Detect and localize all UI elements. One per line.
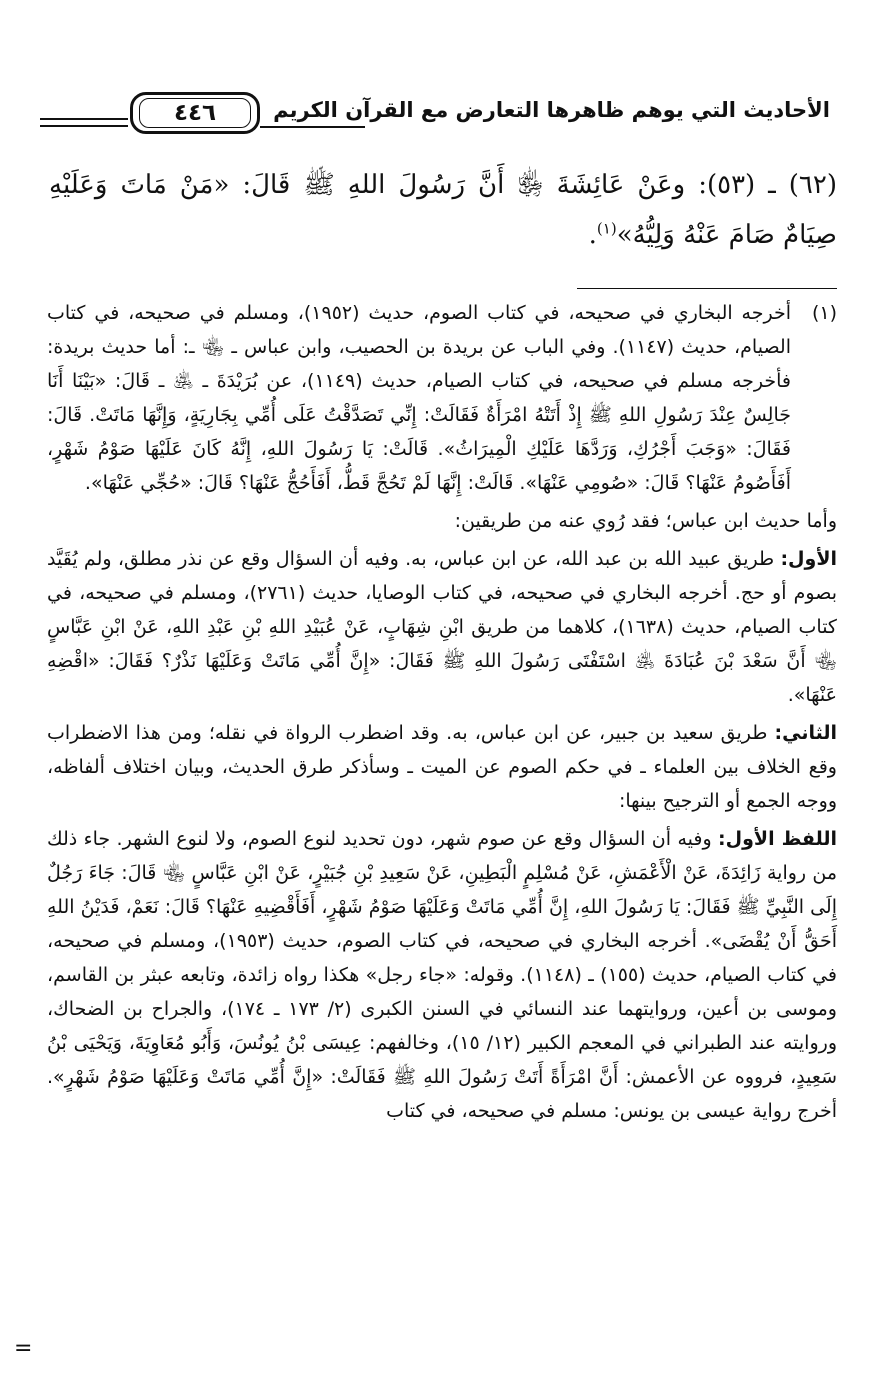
first-path-text: طريق عبيد الله بن عبد الله، عن ابن عباس، به. وفيه أن السؤال وقع عن نذر مطلق، ولم يُقَيَّد بصوم أو حج. أخرجه البخاري في صحيحه، في كتاب الوصايا، حديث (٢٧٦١)، ومسلم في صحيحه، في كتاب الصيام، حديث (١٦٣٨)، كلاهما من طريق ابْنِ شِهَابٍ، عَنْ عُبَيْدِ اللهِ بْنِ عَبْدِ اللهِ، عَنْ ابْنِ عَبَّاسٍ ﵄ أَنَّ سَعْدَ بْنَ عُبَادَةَ ﵁ اسْتَفْتَى رَسُولَ اللهِ ﷺ فَقَالَ: «إِنَّ أُمِّي مَاتَتْ وَعَلَيْهَا نَذْرٌ؟ فَقَالَ: «اقْضِهِ عَنْهَا».	[47, 548, 837, 706]
page-number-frame	[130, 92, 260, 134]
footnote-reference[interactable]: (١)	[596, 219, 617, 238]
hadith-text	[49, 160, 837, 260]
header-double-rule-top	[40, 118, 128, 120]
footnotes-section	[47, 296, 837, 1132]
header-double-rule-bottom	[40, 125, 128, 127]
first-path-label: الأول:	[780, 548, 837, 570]
hadith-end: .	[588, 220, 597, 250]
running-title: الأحاديث التي يوهم ظاهرها التعارض مع القرآن الكريم	[273, 98, 830, 122]
hadith-body: (٦٢) ـ (٥٣): وعَنْ عَائِشَةَ ﵂ أَنَّ رَسُولَ اللهِ ﷺ قَالَ: «مَنْ مَاتَ وَعَلَيْهِ صِيَامٌ صَامَ عَنْهُ وَلِيُّهُ»	[49, 170, 838, 250]
footnote-paragraph-ibn-abbas: وأما حديث ابن عباس؛ فقد رُوي عنه من طريقين:	[454, 510, 837, 532]
footnote-paragraph-first-wording	[47, 822, 837, 1128]
footnote-paragraph-second-path	[47, 716, 837, 818]
footnote-1	[47, 296, 837, 500]
first-wording-text: وفيه أن السؤال وقع عن صوم شهر، دون تحديد لنوع الصوم، ولا لنوع الشهر. جاء ذلك من رواية زَائِدَةَ، عَنْ الْأَعْمَشِ، عَنْ مُسْلِمٍ الْبَطِينِ، عَنْ سَعِيدِ بْنِ جُبَيْرٍ، عَنْ ابْنِ عَبَّاسٍ ﵄ قَالَ: جَاءَ رَجُلٌ إِلَى النَّبِيِّ ﷺ فَقَالَ: يَا رَسُولَ اللهِ، إِنَّ أُمِّي مَاتَتْ وَعَلَيْهَا صَوْمُ شَهْرٍ، أَفَأَقْضِيهِ عَنْهَا؟ قَالَ: نَعَمْ، فَدَيْنُ اللهِ أَحَقُّ أَنْ يُقْضَى». أخرجه البخاري في صحيحه، في كتاب الصوم، حديث (١٩٥٣)، ومسلم في صحيحه، في كتاب الصيام، حديث (١٥٥) ـ (١١٤٨). وقوله: «جاء رجل» هكذا رواه زائدة، وتابعه عبثر بن القاسم، وموسى بن أعين، وروايتهما عند النسائي في السنن الكبرى (٢/ ١٧٣ ـ ١٧٤)، والجراح بن الضحاك، وروايته عند الطبراني في المعجم الكبير (١٢/ ١٥)، وخالفهم: عِيسَى بْنُ يُونُسَ، وَأَبُو مُعَاوِيَةَ، وَيَحْيَى بْنُ سَعِيدٍ، فرووه عن الأعمش: أَنَّ امْرَأَةً أَتَتْ رَسُولَ اللهِ ﷺ فَقَالَتْ: «إِنَّ أُمِّي مَاتَتْ وَعَلَيْهَا صَوْمُ شَهْرٍ». أخرج رواية عيسى بن يونس: مسلم في صحيحه، في كتاب	[47, 828, 837, 1122]
second-path-text: طريق سعيد بن جبير، عن ابن عباس، به. وقد اضطرب الرواة في نقله؛ ومن هذا الاضطراب وقع الخلاف بين العلماء ـ في حكم الصوم عن الميت ـ وسأذكر طرق الحديث، وبيان اختلاف ألفاظه، ووجه الجمع أو الترجيح بينها:	[47, 722, 837, 812]
page-header	[40, 92, 830, 138]
footnote-paragraph-sources: أخرجه البخاري في صحيحه، في كتاب الصوم، حديث (١٩٥٢)، ومسلم في صحيحه، في كتاب الصيام، حديث (١١٤٧). وفي الباب عن بريدة بن الحصيب، وابن عباس ـ ﵄ ـ: أما حديث بريدة: فأخرجه مسلم في صحيحه، في كتاب الصيام، حديث (١١٤٩)، عن بُرَيْدَةَ ـ ﵁ ـ قَالَ: «بَيْنَا أَنَا جَالِسٌ عِنْدَ رَسُولِ اللهِ ﷺ إِذْ أَتَتْهُ امْرَأَةٌ فَقَالَتْ: إِنِّي تَصَدَّقْتُ عَلَى أُمِّي بِجَارِيَةٍ، وَإِنَّهَا مَاتَتْ. قَالَ: فَقَالَ: «وَجَبَ أَجْرُكِ، وَرَدَّهَا عَلَيْكِ الْمِيرَاثُ». قَالَتْ: يَا رَسُولَ اللهِ، إِنَّهُ كَانَ عَلَيْهَا صَوْمُ شَهْرٍ، أَفَأَصُومُ عَنْهَا؟ قَالَ: «صُومِي عَنْهَا». قَالَتْ: إِنَّهَا لَمْ تَحُجَّ قَطُّ، أَفَأَحُجُّ عَنْهَا؟ قَالَ: «حُجِّي عَنْهَا».	[47, 302, 791, 494]
page-number: ٤٤٦	[139, 98, 251, 128]
footnote-separator	[577, 288, 837, 289]
footnote-paragraph-first-path	[47, 542, 837, 712]
header-rule	[260, 126, 365, 128]
first-wording-label: اللفظ الأول:	[718, 828, 837, 850]
footnote-marker: (١)	[811, 302, 837, 324]
second-path-label: الثاني:	[774, 722, 837, 744]
continuation-mark: =	[14, 1336, 33, 1361]
